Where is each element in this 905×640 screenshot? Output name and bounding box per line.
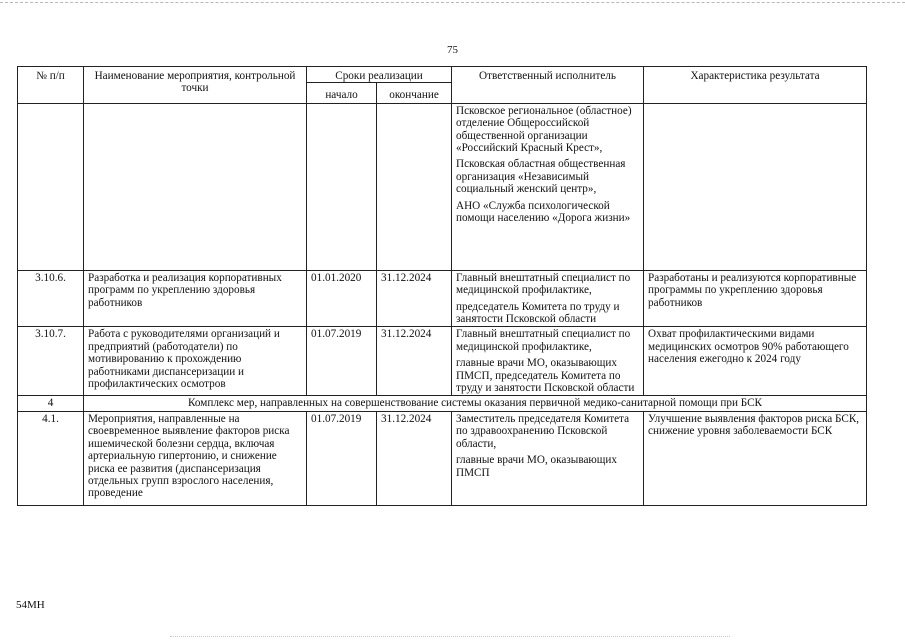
section-title: Комплекс мер, направленных на совершенствование системы оказания первичной медико-санитарной помощи при БСК <box>84 396 867 411</box>
row-result: Разработаны и реализуются корпоративные программы по укреплению здоровья работников <box>644 270 867 327</box>
header-start: начало <box>307 83 377 103</box>
row-responsible <box>452 270 644 327</box>
row-num: 3.10.6. <box>18 270 84 327</box>
row-start <box>307 103 377 270</box>
header-name: Наименование мероприятия, контрольной точки <box>84 67 307 104</box>
responsible-item: главные врачи МО, оказывающих ПМСП, председатель Комитета по труду и занятости Псковской области <box>456 357 635 395</box>
table-row <box>18 327 867 396</box>
responsible-item: председатель Комитета по труду и занятости Псковской области <box>456 300 620 326</box>
responsible-item: Псковская областная общественная организация «Независимый социальный женский центр», <box>456 158 626 196</box>
row-responsible <box>452 103 644 270</box>
row-name <box>84 103 307 270</box>
row-num <box>18 103 84 270</box>
row-result: Улучшение выявления факторов риска БСК, снижение уровня заболеваемости БСК <box>644 411 867 505</box>
section-row <box>18 396 867 411</box>
header-num: № п/п <box>18 67 84 104</box>
table-row <box>18 270 867 327</box>
row-end <box>377 103 452 270</box>
table-row <box>18 411 867 505</box>
header-result: Характеристика результата <box>644 67 867 104</box>
row-name: Разработка и реализация корпоративных программ по укреплению здоровья работников <box>84 270 307 327</box>
header-responsible: Ответственный исполнитель <box>452 67 644 104</box>
footer-code: 54МН <box>16 599 45 611</box>
row-name-text: Мероприятия, направленные на своевременное выявление факторов риска ишемической болезни сердца, включая артериальную гипертонию, и снижение риска ее развития (диспансеризация отдельных групп взрослого населения, проведение <box>88 412 290 500</box>
row-responsible <box>452 327 644 396</box>
table-header-row <box>18 67 867 83</box>
row-num: 4.1. <box>18 411 84 505</box>
row-name <box>84 411 307 505</box>
activities-table <box>17 66 867 506</box>
row-start: 01.01.2020 <box>307 270 377 327</box>
row-result <box>644 103 867 270</box>
row-start: 01.07.2019 <box>307 327 377 396</box>
responsible-item: Псковское региональное (областное) отделение Общероссийской общественной организации «Российский Красный Крест», <box>456 104 632 155</box>
header-terms: Сроки реализации <box>307 67 452 83</box>
row-num: 3.10.7. <box>18 327 84 396</box>
row-name: Работа с руководителями организаций и предприятий (работодатели) по мотивированию к прохождению работниками диспансеризации и профилактических осмотров <box>84 327 307 396</box>
scan-edge-top <box>0 2 905 3</box>
section-num: 4 <box>18 396 84 411</box>
responsible-item: Главный внештатный специалист по медицинской профилактике, <box>456 328 631 353</box>
row-responsible <box>452 411 644 505</box>
scan-edge-bottom <box>170 636 730 637</box>
row-end: 31.12.2024 <box>377 270 452 327</box>
responsible-item: Заместитель председателя Комитета по здравоохранению Псковской области, <box>456 412 630 450</box>
row-result: Охват профилактическими видами медицинских осмотров 90% работающего населения ежегодно к 2024 году <box>644 327 867 396</box>
page-number: 75 <box>447 44 458 56</box>
row-end: 31.12.2024 <box>377 411 452 505</box>
row-start: 01.07.2019 <box>307 411 377 505</box>
row-end: 31.12.2024 <box>377 327 452 396</box>
responsible-item: Главный внештатный специалист по медицинской профилактике, <box>456 271 631 297</box>
responsible-item: АНО «Служба психологической помощи населению «Дорога жизни» <box>456 199 631 225</box>
responsible-item: главные врачи МО, оказывающих ПМСП <box>456 454 617 479</box>
table-row <box>18 103 867 270</box>
header-end: окончание <box>377 83 452 103</box>
